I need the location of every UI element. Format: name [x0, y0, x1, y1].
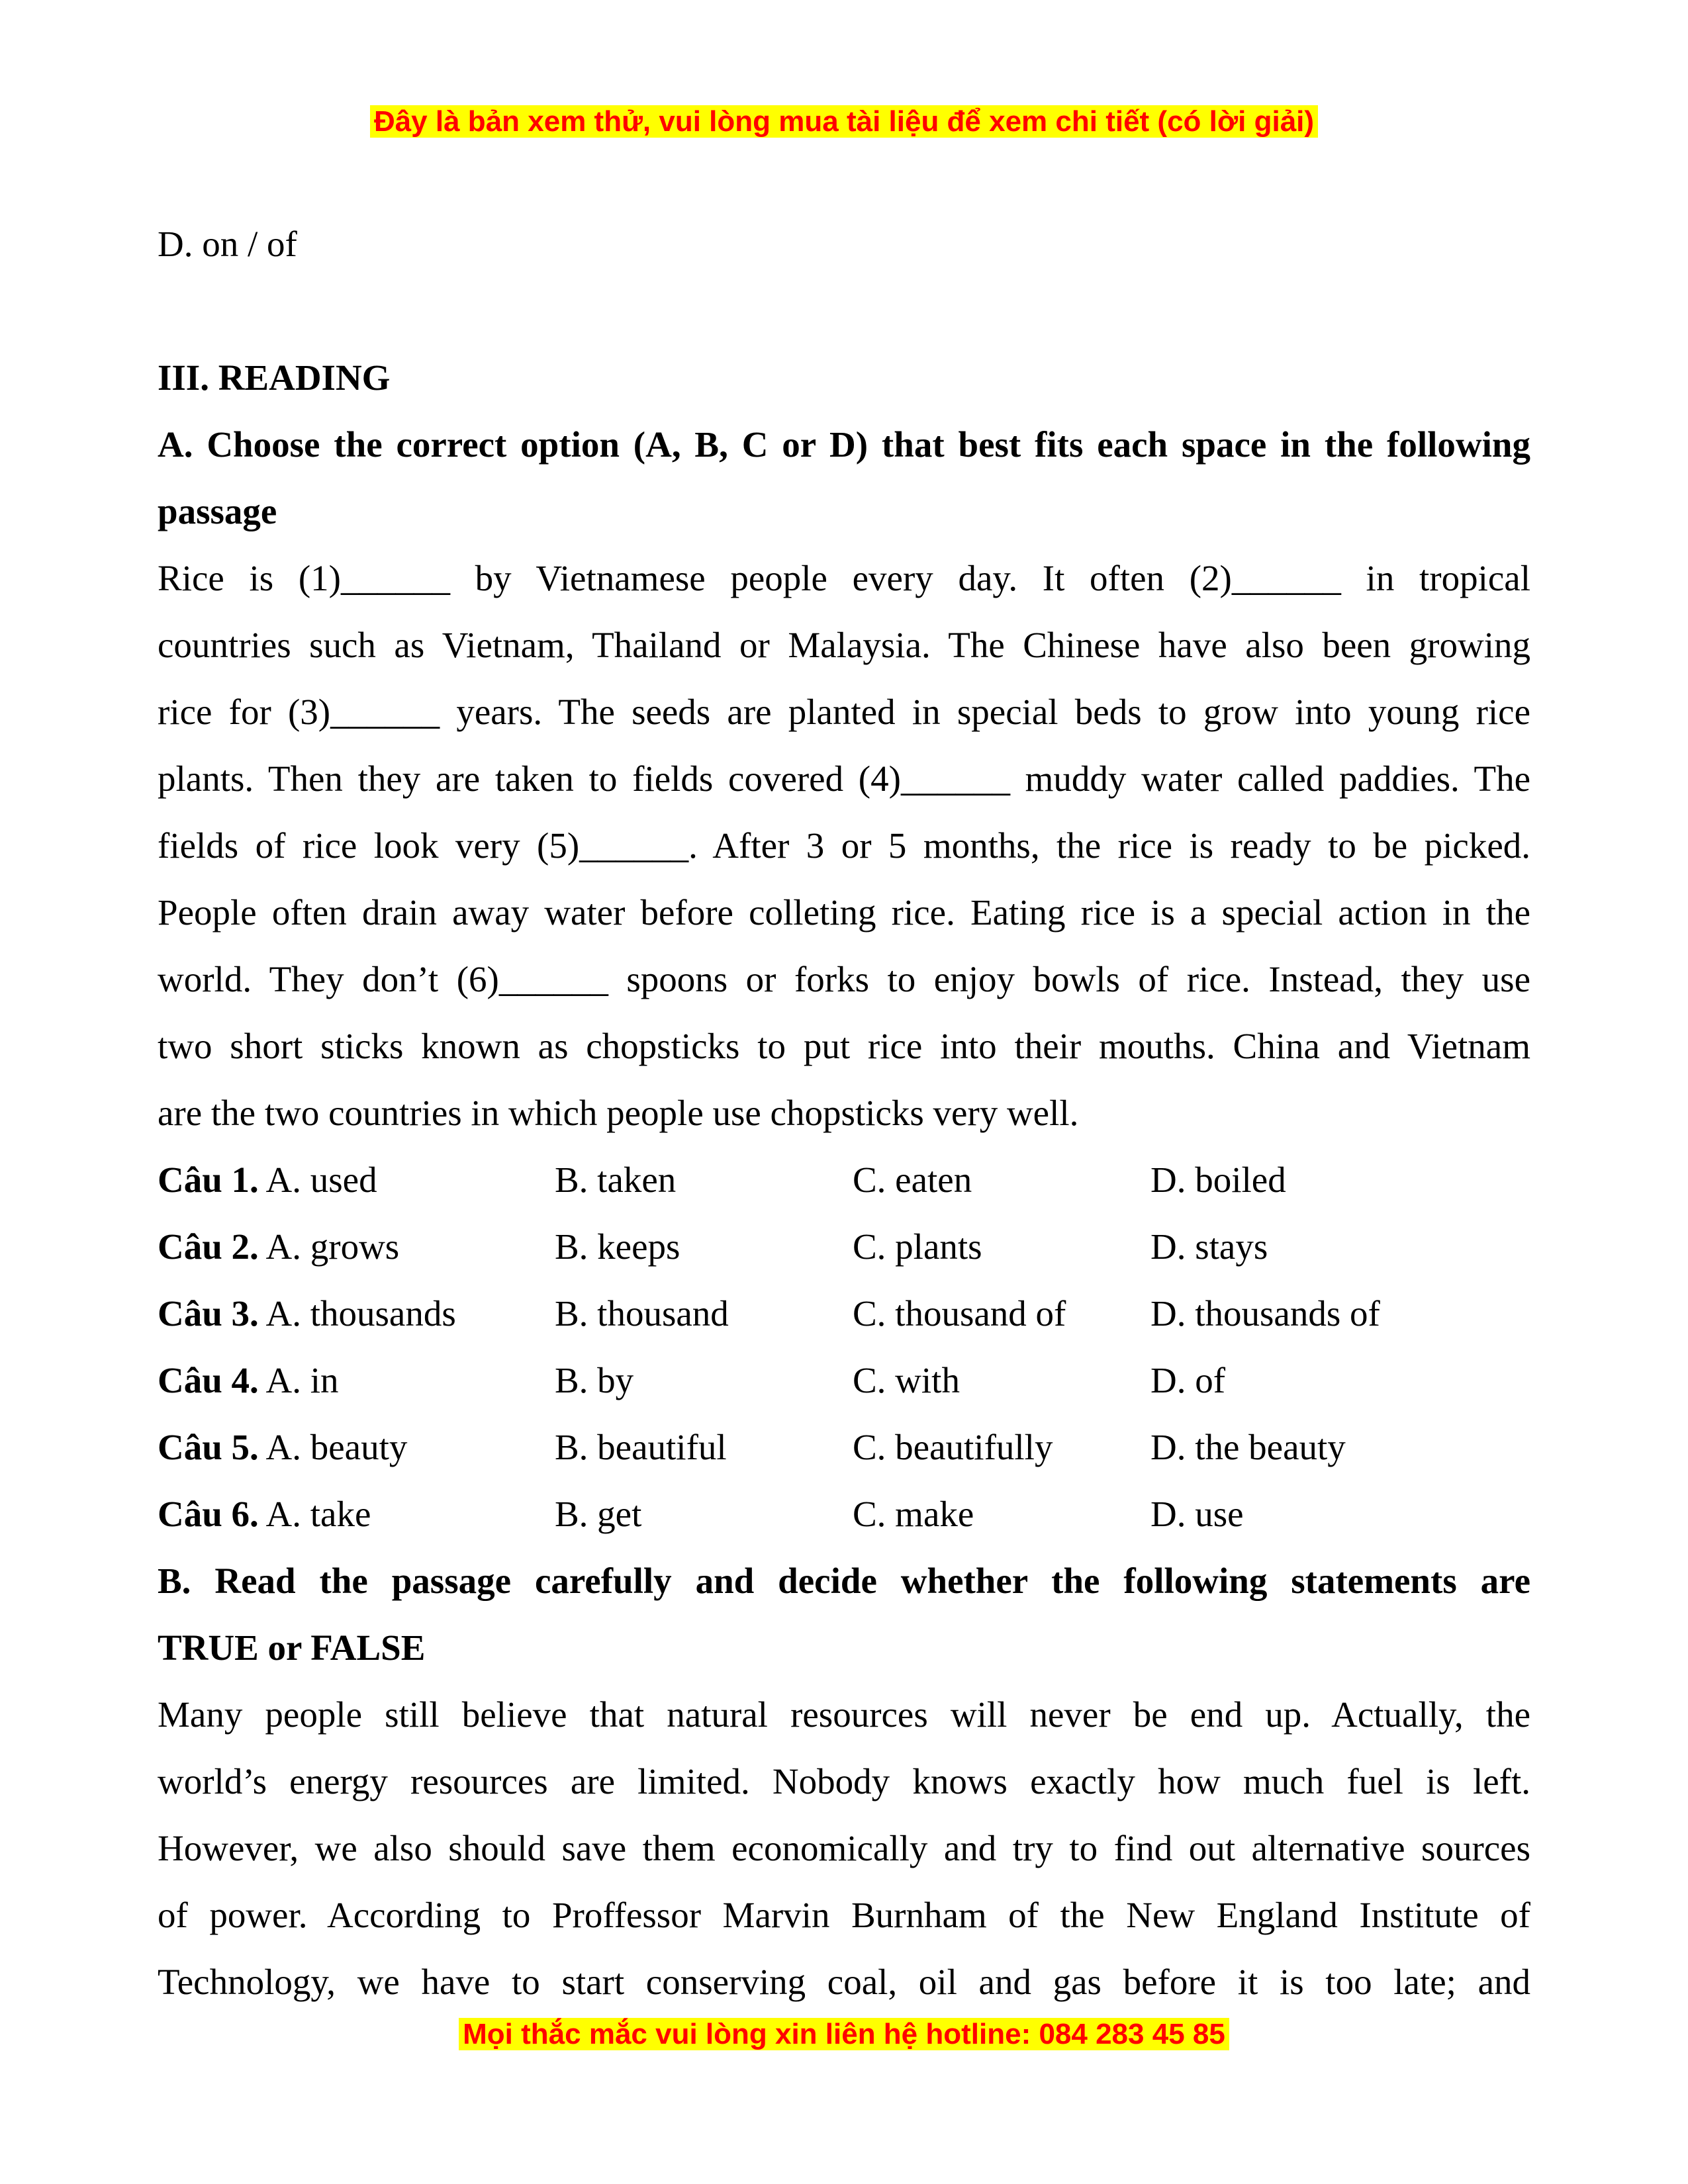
question-label: Câu 2. — [158, 1226, 259, 1267]
option-a: A. used — [265, 1160, 377, 1200]
previous-answer-option: D. on / of — [158, 224, 297, 264]
question-label: Câu 3. — [158, 1293, 259, 1334]
option-c: C. with — [853, 1360, 960, 1400]
part-b-passage-line: Technology, we have to start conserving coal, oil and gas before it is too late; and — [158, 1962, 1530, 2002]
part-a-passage-line: plants. Then they are taken to fields covered (4)______ muddy water called paddies. The — [158, 758, 1530, 799]
option-c: C. make — [853, 1494, 974, 1534]
option-a: A. grows — [265, 1226, 400, 1267]
question-row — [158, 1146, 1530, 1213]
part-a-passage-line: world. They don’t (6)______ spoons or forks to enjoy bowls of rice. Instead, they use — [158, 959, 1530, 999]
part-a-passage-line: are the two countries in which people use chopsticks very well. — [158, 1093, 1079, 1133]
spacer — [158, 277, 1530, 344]
part-a-instruction-line: A. Choose the correct option (A, B, C or D) that best fits each space in the following — [158, 424, 1530, 465]
question-6 — [158, 1480, 371, 1547]
preview-notice-banner — [0, 102, 1688, 142]
question-3 — [158, 1280, 456, 1347]
question-1 — [158, 1146, 377, 1213]
hotline-notice-banner — [0, 2015, 1688, 2054]
option-b: B. taken — [555, 1160, 677, 1200]
option-b: B. by — [555, 1360, 634, 1400]
question-row — [158, 1480, 1530, 1547]
option-c: C. plants — [853, 1226, 982, 1267]
question-row — [158, 1414, 1530, 1480]
question-row — [158, 1280, 1530, 1347]
part-a-instruction-line: passage — [158, 491, 277, 531]
option-d: D. thousands of — [1150, 1293, 1380, 1334]
option-b: B. keeps — [555, 1226, 680, 1267]
option-b: B. thousand — [555, 1293, 729, 1334]
preview-notice-text: Đây là bản xem thử, vui lòng mua tài liệu để xem chi tiết (có lời giải) — [370, 105, 1318, 138]
question-label: Câu 1. — [158, 1160, 259, 1200]
option-b: B. beautiful — [555, 1427, 727, 1467]
question-row — [158, 1347, 1530, 1414]
part-a-passage-line: two short sticks known as chopsticks to put rice into their mouths. China and Vietnam — [158, 1026, 1530, 1066]
document-body — [158, 210, 1530, 2015]
part-a-passage-line: rice for (3)______ years. The seeds are planted in special beds to grow into young rice — [158, 692, 1530, 732]
part-b-instruction-line: TRUE or FALSE — [158, 1627, 426, 1668]
option-d: D. stays — [1150, 1226, 1268, 1267]
option-d: D. of — [1150, 1360, 1226, 1400]
question-row — [158, 1213, 1530, 1280]
option-c: C. beautifully — [853, 1427, 1053, 1467]
option-a: A. beauty — [265, 1427, 408, 1467]
option-c: C. eaten — [853, 1160, 972, 1200]
option-d: D. use — [1150, 1494, 1244, 1534]
option-b: B. get — [555, 1494, 642, 1534]
question-label: Câu 5. — [158, 1427, 259, 1467]
option-a: A. in — [265, 1360, 339, 1400]
hotline-notice-text: Mọi thắc mắc vui lòng xin liên hệ hotline: 084 283 45 85 — [459, 2018, 1229, 2050]
part-a-passage-line: fields of rice look very (5)______. After 3 or 5 months, the rice is ready to be picked. — [158, 825, 1530, 866]
part-a-passage-line: Rice is (1)______ by Vietnamese people every day. It often (2)______ in tropical — [158, 558, 1530, 598]
section-title: III. READING — [158, 357, 391, 398]
question-label: Câu 6. — [158, 1494, 259, 1534]
part-b-passage-line: world’s energy resources are limited. Nobody knows exactly how much fuel is left. — [158, 1761, 1530, 1801]
part-b-instruction-line: B. Read the passage carefully and decide whether the following statements are — [158, 1561, 1530, 1601]
question-label: Câu 4. — [158, 1360, 259, 1400]
part-a-passage-line: countries such as Vietnam, Thailand or Malaysia. The Chinese have also been growing — [158, 625, 1530, 665]
option-a: A. thousands — [265, 1293, 456, 1334]
option-c: C. thousand of — [853, 1293, 1066, 1334]
option-a: A. take — [265, 1494, 371, 1534]
part-b-passage-line: Many people still believe that natural resources will never be end up. Actually, the — [158, 1694, 1530, 1735]
option-d: D. the beauty — [1150, 1427, 1346, 1467]
question-5 — [158, 1414, 407, 1480]
part-b-passage-line: However, we also should save them economically and try to find out alternative sources — [158, 1828, 1530, 1868]
part-b-passage-line: of power. According to Proffessor Marvin Burnham of the New England Institute of — [158, 1895, 1530, 1935]
option-d: D. boiled — [1150, 1160, 1286, 1200]
question-2 — [158, 1213, 399, 1280]
part-a-passage-line: People often drain away water before colleting rice. Eating rice is a special action in the — [158, 892, 1530, 933]
question-4 — [158, 1347, 339, 1414]
